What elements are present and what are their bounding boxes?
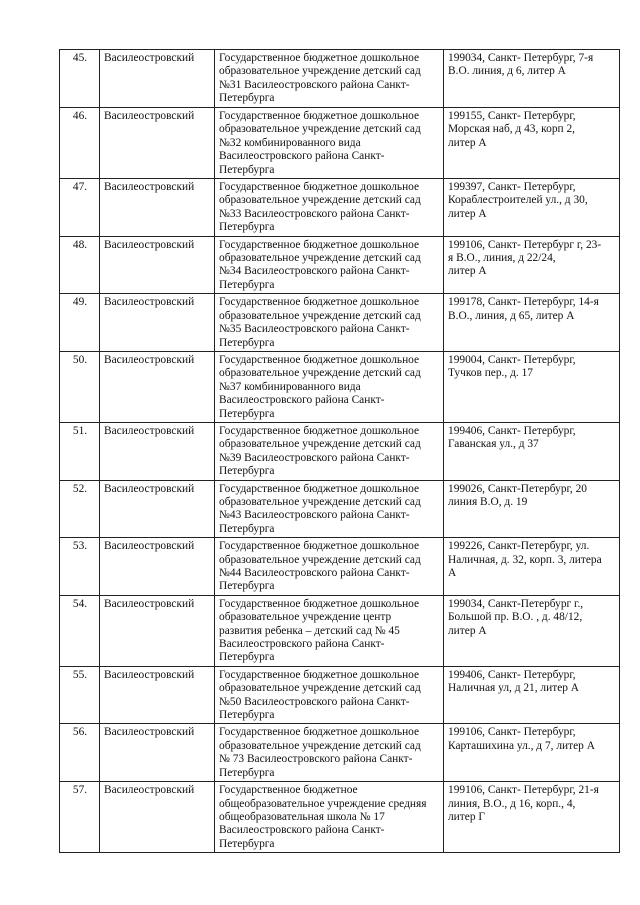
row-number: 45. (60, 50, 100, 108)
district-cell: Василеостровский (100, 595, 215, 666)
table-row (60, 422, 620, 480)
district-cell: Василеостровский (100, 480, 215, 538)
row-number: 46. (60, 108, 100, 179)
row-number: 53. (60, 538, 100, 596)
address-cell: 199106, Санкт- Петербург, 21-я линия, В.О., д 16, корп., 4, литер Г (444, 782, 620, 853)
address-cell: 199026, Санкт-Петербург, 20 линия В.О, д. 19 (444, 480, 620, 538)
institution-name-cell: Государственное бюджетное дошкольное образовательное учреждение детский сад №44 Василеостровского района Санкт- Петербурга (215, 538, 444, 596)
row-number: 50. (60, 351, 100, 422)
district-cell: Василеостровский (100, 782, 215, 853)
row-number: 56. (60, 724, 100, 782)
address-cell: 199155, Санкт- Петербург, Морская наб, д 43, корп 2, литер А (444, 108, 620, 179)
address-cell: 199004, Санкт- Петербург, Тучков пер., д. 17 (444, 351, 620, 422)
institution-name-cell: Государственное бюджетное дошкольное образовательное учреждение детский сад №39 Василеостровского района Санкт- Петербурга (215, 422, 444, 480)
district-cell: Василеостровский (100, 351, 215, 422)
address-cell: 199106, Санкт- Петербург г, 23- я В.О., линия, д 22/24, литер А (444, 236, 620, 294)
table-row (60, 236, 620, 294)
row-number: 51. (60, 422, 100, 480)
table-row (60, 179, 620, 237)
institution-name-cell: Государственное бюджетное дошкольное образовательное учреждение детский сад №37 комбинированного вида Василеостровского района Санкт- Петербурга (215, 351, 444, 422)
institution-name-cell: Государственное бюджетное дошкольное образовательное учреждение детский сад №50 Василеостровского района Санкт- Петербурга (215, 666, 444, 724)
district-cell: Василеостровский (100, 236, 215, 294)
address-cell: 199226, Санкт-Петербург, ул. Наличная, д. 32, корп. 3, литера А (444, 538, 620, 596)
district-cell: Василеостровский (100, 179, 215, 237)
table-row (60, 108, 620, 179)
institution-name-cell: Государственное бюджетное дошкольное образовательное учреждение детский сад №33 Василеостровского района Санкт- Петербурга (215, 179, 444, 237)
district-cell: Василеостровский (100, 422, 215, 480)
table-row (60, 666, 620, 724)
institution-name-cell: Государственное бюджетное дошкольное образовательное учреждение детский сад №35 Василеостровского района Санкт- Петербурга (215, 294, 444, 352)
row-number: 52. (60, 480, 100, 538)
address-cell: 199178, Санкт- Петербург, 14-я В.О., линия, д 65, литер А (444, 294, 620, 352)
address-cell: 199106, Санкт- Петербург, Карташихина ул., д 7, литер А (444, 724, 620, 782)
institution-name-cell: Государственное бюджетное дошкольное образовательное учреждение детский сад №34 Василеостровского района Санкт- Петербурга (215, 236, 444, 294)
district-cell: Василеостровский (100, 108, 215, 179)
table-row (60, 724, 620, 782)
institution-name-cell: Государственное бюджетное дошкольное образовательное учреждение детский сад № 73 Василеостровского района Санкт- Петербурга (215, 724, 444, 782)
table-row (60, 595, 620, 666)
table-row (60, 351, 620, 422)
district-cell: Василеостровский (100, 724, 215, 782)
district-cell: Василеостровский (100, 294, 215, 352)
address-cell: 199034, Санкт-Петербург г., Большой пр. В.О. , д. 48/12, литер А (444, 595, 620, 666)
row-number: 57. (60, 782, 100, 853)
row-number: 48. (60, 236, 100, 294)
address-cell: 199406, Санкт- Петербург, Гаванская ул., д 37 (444, 422, 620, 480)
row-number: 54. (60, 595, 100, 666)
institution-name-cell: Государственное бюджетное дошкольное образовательное учреждение детский сад №32 комбинированного вида Василеостровского района Санкт- Петербурга (215, 108, 444, 179)
institution-name-cell: Государственное бюджетное дошкольное образовательное учреждение центр развития ребенка – детский сад № 45 Василеостровского района Санкт- Петербурга (215, 595, 444, 666)
address-cell: 199034, Санкт- Петербург, 7-я В.О. линия, д 6, литер А (444, 50, 620, 108)
institution-name-cell: Государственное бюджетное общеобразовательное учреждение средняя общеобразовательная школа № 17 Василеостровского района Санкт- Петербурга (215, 782, 444, 853)
institution-name-cell: Государственное бюджетное дошкольное образовательное учреждение детский сад №43 Василеостровского района Санкт- Петербурга (215, 480, 444, 538)
address-cell: 199397, Санкт- Петербург, Кораблестроителей ул., д 30, литер А (444, 179, 620, 237)
district-cell: Василеостровский (100, 50, 215, 108)
district-cell: Василеостровский (100, 538, 215, 596)
table-row (60, 480, 620, 538)
row-number: 55. (60, 666, 100, 724)
district-cell: Василеостровский (100, 666, 215, 724)
table-row (60, 50, 620, 108)
table-row (60, 782, 620, 853)
institution-name-cell: Государственное бюджетное дошкольное образовательное учреждение детский сад №31 Василеостровского района Санкт- Петербурга (215, 50, 444, 108)
table-row (60, 538, 620, 596)
institutions-table (59, 49, 620, 853)
row-number: 47. (60, 179, 100, 237)
table-row (60, 294, 620, 352)
address-cell: 199406, Санкт- Петербург, Наличная ул, д 21, литер А (444, 666, 620, 724)
row-number: 49. (60, 294, 100, 352)
